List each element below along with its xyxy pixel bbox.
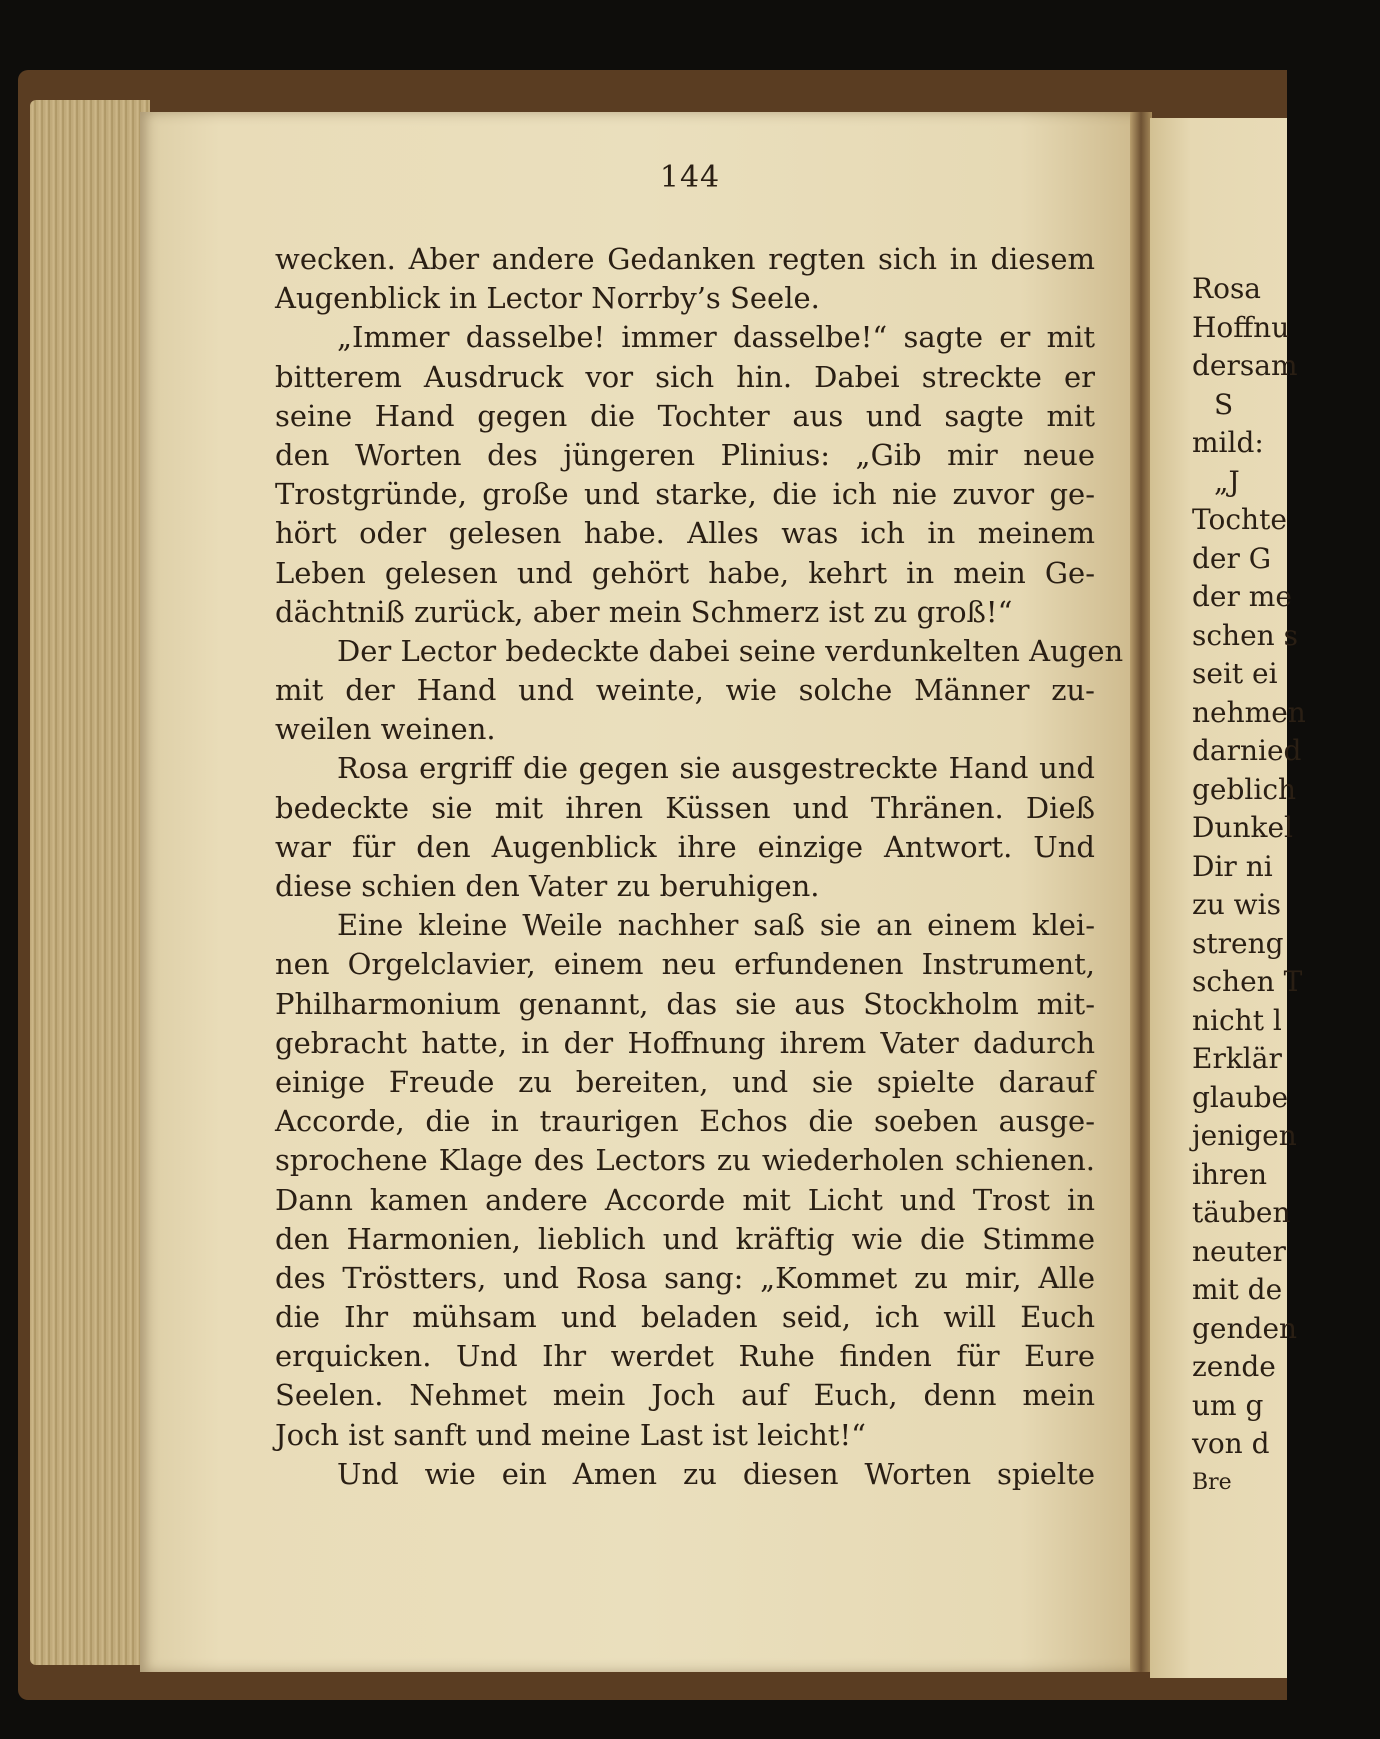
text-line: die Ihr mühsam und beladen seid, ich will Euch [275,1300,1095,1335]
text-line: Augenblick in Lector Norrby’s Seele. [275,281,820,316]
text-line: bedeckte sie mit ihren Küssen und Thränen. Dieß [275,790,1095,825]
right-text-line: nehmen [1192,695,1306,729]
right-text-line: Dunkel [1192,811,1294,844]
right-text-line: geblich [1192,772,1297,806]
right-text-line: Rosa [1192,272,1262,305]
right-text-line: „J [1214,464,1240,498]
text-line: Seelen. Nehmet mein Joch auf Euch, denn mein [275,1378,1095,1413]
text-line: wecken. Aber andere Gedanken regten sich in diesem [275,242,1095,276]
right-text-line: streng [1192,926,1284,960]
right-text-line: schen T [1192,965,1303,998]
page-number: 144 [659,160,721,195]
right-text-line: zu wis [1192,888,1281,921]
text-line: Trostgründe, große und starke, die ich nie zuvor ge- [275,477,1095,512]
right-text-line: Hoffnu [1192,310,1290,344]
right-text-line: zende [1192,1350,1276,1383]
page-edges [30,100,150,1665]
text-line: einige Freude zu bereiten, und sie spielte darauf [275,1064,1095,1099]
text-line: „Immer dasselbe! immer dasselbe!“ sagte er mit [337,320,1095,355]
right-text-line: jenigen [1192,1119,1297,1152]
right-text-line: schen s [1192,618,1298,652]
text-line: den Worten des jüngeren Plinius: „Gib mir neue [275,437,1095,472]
right-text-line: seit ei [1192,657,1278,690]
left-page-text [275,240,1124,1494]
right-text-line: Erklär [1192,1042,1282,1075]
text-line: sprochene Klage des Lectors zu wiederholen schienen. [275,1143,1095,1178]
right-text-line: mit de [1192,1273,1283,1306]
right-text-line: von d [1192,1427,1270,1460]
text-line: Philharmonium genannt, das sie aus Stockholm mit- [275,986,1095,1021]
right-text-line: Dir ni [1192,849,1273,883]
text-line: Der Lector bedeckte dabei seine verdunkelten Augen [337,633,1124,668]
text-line: gebracht hatte, in der Hoffnung ihrem Vater dadurch [275,1025,1095,1060]
right-text-line: mild: [1192,426,1264,459]
right-text-line: der G [1192,541,1272,575]
right-text-line: genden [1192,1311,1298,1345]
text-line: diese schien den Vater zu beruhigen. [275,869,820,903]
text-line: Und wie ein Amen zu diesen Worten spielte [337,1456,1095,1491]
text-line: Dann kamen andere Accorde mit Licht und Trost in [275,1182,1095,1217]
right-text-line: täuben [1192,1196,1291,1229]
text-line: Joch ist sanft und meine Last ist leicht!“ [275,1417,866,1452]
text-line: erquicken. Und Ihr werdet Ruhe finden für Eure [275,1339,1095,1374]
text-line: weilen weinen. [275,712,496,747]
text-line: bitterem Ausdruck vor sich hin. Dabei streckte er [275,359,1095,394]
right-text-line: ihren [1192,1157,1267,1191]
right-text-line: nicht l [1192,1003,1282,1037]
text-line: hört oder gelesen habe. Alles was ich in meinem [275,516,1095,551]
right-text-line: Bre [1192,1469,1232,1495]
text-line: dächtniß zurück, aber mein Schmerz ist zu groß!“ [275,594,1013,629]
right-text-line: der me [1192,580,1292,613]
right-text-line: darnied [1192,734,1302,767]
text-line: Eine kleine Weile nachher saß sie an einem klei- [337,908,1095,943]
text-line: mit der Hand und weinte, wie solche Männer zu- [275,673,1095,708]
text-line: nen Orgelclavier, einem neu erfundenen Instrument, [275,947,1095,982]
right-text-line: neuter [1192,1234,1286,1268]
text-line: den Harmonien, lieblich und kräftig wie die Stimme [275,1221,1095,1256]
right-text-line: Tochte [1192,503,1287,536]
text-line: Accorde, die in traurigen Echos die soeben ausge- [275,1104,1095,1139]
book-gutter [1130,112,1152,1672]
text-line: Leben gelesen und gehört habe, kehrt in mein Ge- [275,555,1095,590]
right-text-line: glaube [1192,1080,1289,1114]
text-line: Rosa ergriff die gegen sie ausgestreckte Hand und [337,751,1095,786]
right-page-text [1192,270,1306,1502]
text-line: war für den Augenblick ihre einzige Antwort. Und [275,829,1095,864]
text-line: seine Hand gegen die Tochter aus und sagte mit [275,398,1095,433]
text-line: des Tröstters, und Rosa sang: „Kommet zu mir, Alle [275,1260,1095,1295]
right-text-line: um g [1192,1388,1264,1422]
right-text-line: S [1214,387,1234,421]
right-text-line: dersam [1192,349,1298,382]
